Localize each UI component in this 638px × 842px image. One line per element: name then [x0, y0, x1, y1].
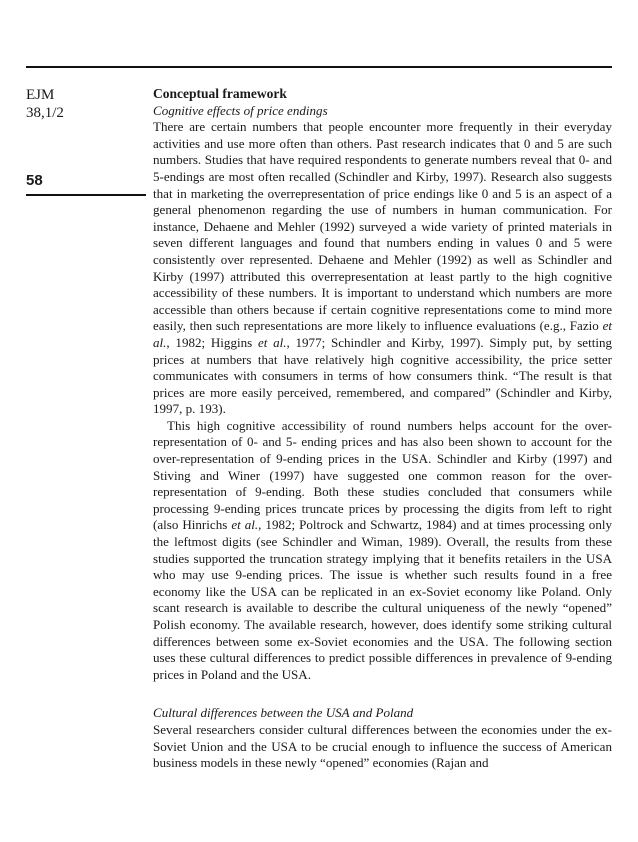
paragraph-1: There are certain numbers that people encounter more frequently in their everyday activities and use more often than others. Past research indicates that 0 and 5 are such numbers. Studies that have required respondents to generate numbers reveal that 0- and 5-endings are most often recalled (Schindler and Kirby, 1997). Research also suggests that in marketing the overrepresentation of price endings like 0 and 5 is an aspect of a general phenomenon regarding the use of numbers in human communication. For instance, Dehaene and Mehler (1992) surveyed a wide variety of printed materials in seven different languages and found that numbers ending in values 0 and 5 were consistently over represented. Dehaene and Mehler (1992) as well as Schindler and Kirby (1997) attributed this overrepresentation at least partly to the high cognitive accessibility of these numbers. It is important to understand which numbers are more accessible than others because if certain cognitive representations come to mind more easily, then such representations are more likely to influence evaluations (e.g., Fazio et al., 1982; Higgins et al., 1977; Schindler and Kirby, 1997). Simply put, by setting prices at numbers that have relatively high cognitive accessibility, the price setter communicates with consumers in terms of how consumers think. “The result is that prices are more easily perceived, remembered, and compared” (Schindler and Kirby, 1997, p. 193). — [153, 119, 612, 417]
journal-volume: 38,1/2 — [26, 105, 64, 121]
subheading-price-endings: Cognitive effects of price endings — [153, 102, 328, 118]
main-text — [153, 86, 612, 772]
paragraph-2: This high cognitive accessibility of round numbers helps account for the over-representation of 0- and 5- ending prices and has also been shown to account for the over-representation of 9-ending prices in the USA. Schindler and Kirby (1997) and Stiving and Winer (1997) have suggested one common reason for the over-representation of 9-ending. Both these studies concluded that consumers while processing 9-ending prices truncate prices by processing the digits from left to right (also Hinrichs et al., 1982; Poltrock and Schwartz, 1984) and at times processing only the leftmost digits (see Schindler and Wiman, 1989). Overall, the results from these studies supported the truncation strategy implying that it benefits retailers in the USA who may use 9-ending prices. The issue is whether such results found in a free economy like the USA can be replicated in an ex-Soviet economy like Poland. Only scant research is available to describe the cultural uniqueness of the newly “opened” Polish economy. The available research, however, does identify some striking cultural differences between some ex-Soviet economies and the USA. The following section uses these cultural differences to predict possible differences in prevalence of 9-ending prices in Poland and the USA. — [153, 417, 613, 682]
margin-column — [26, 86, 146, 189]
top-rule — [26, 66, 612, 68]
paragraph-3: Several researchers consider cultural differences between the economies under the ex-Soviet Union and the USA to be crucial enough to influence the success of American business models in these newly “opened” economies (Rajan and — [153, 721, 612, 771]
page-number-rule — [26, 194, 146, 196]
subheading-cultural-differences: Cultural differences between the USA and Poland — [153, 705, 414, 721]
journal-name: EJM — [26, 87, 55, 103]
section-heading: Conceptual framework — [153, 86, 287, 101]
page-number: 58 — [26, 172, 43, 189]
